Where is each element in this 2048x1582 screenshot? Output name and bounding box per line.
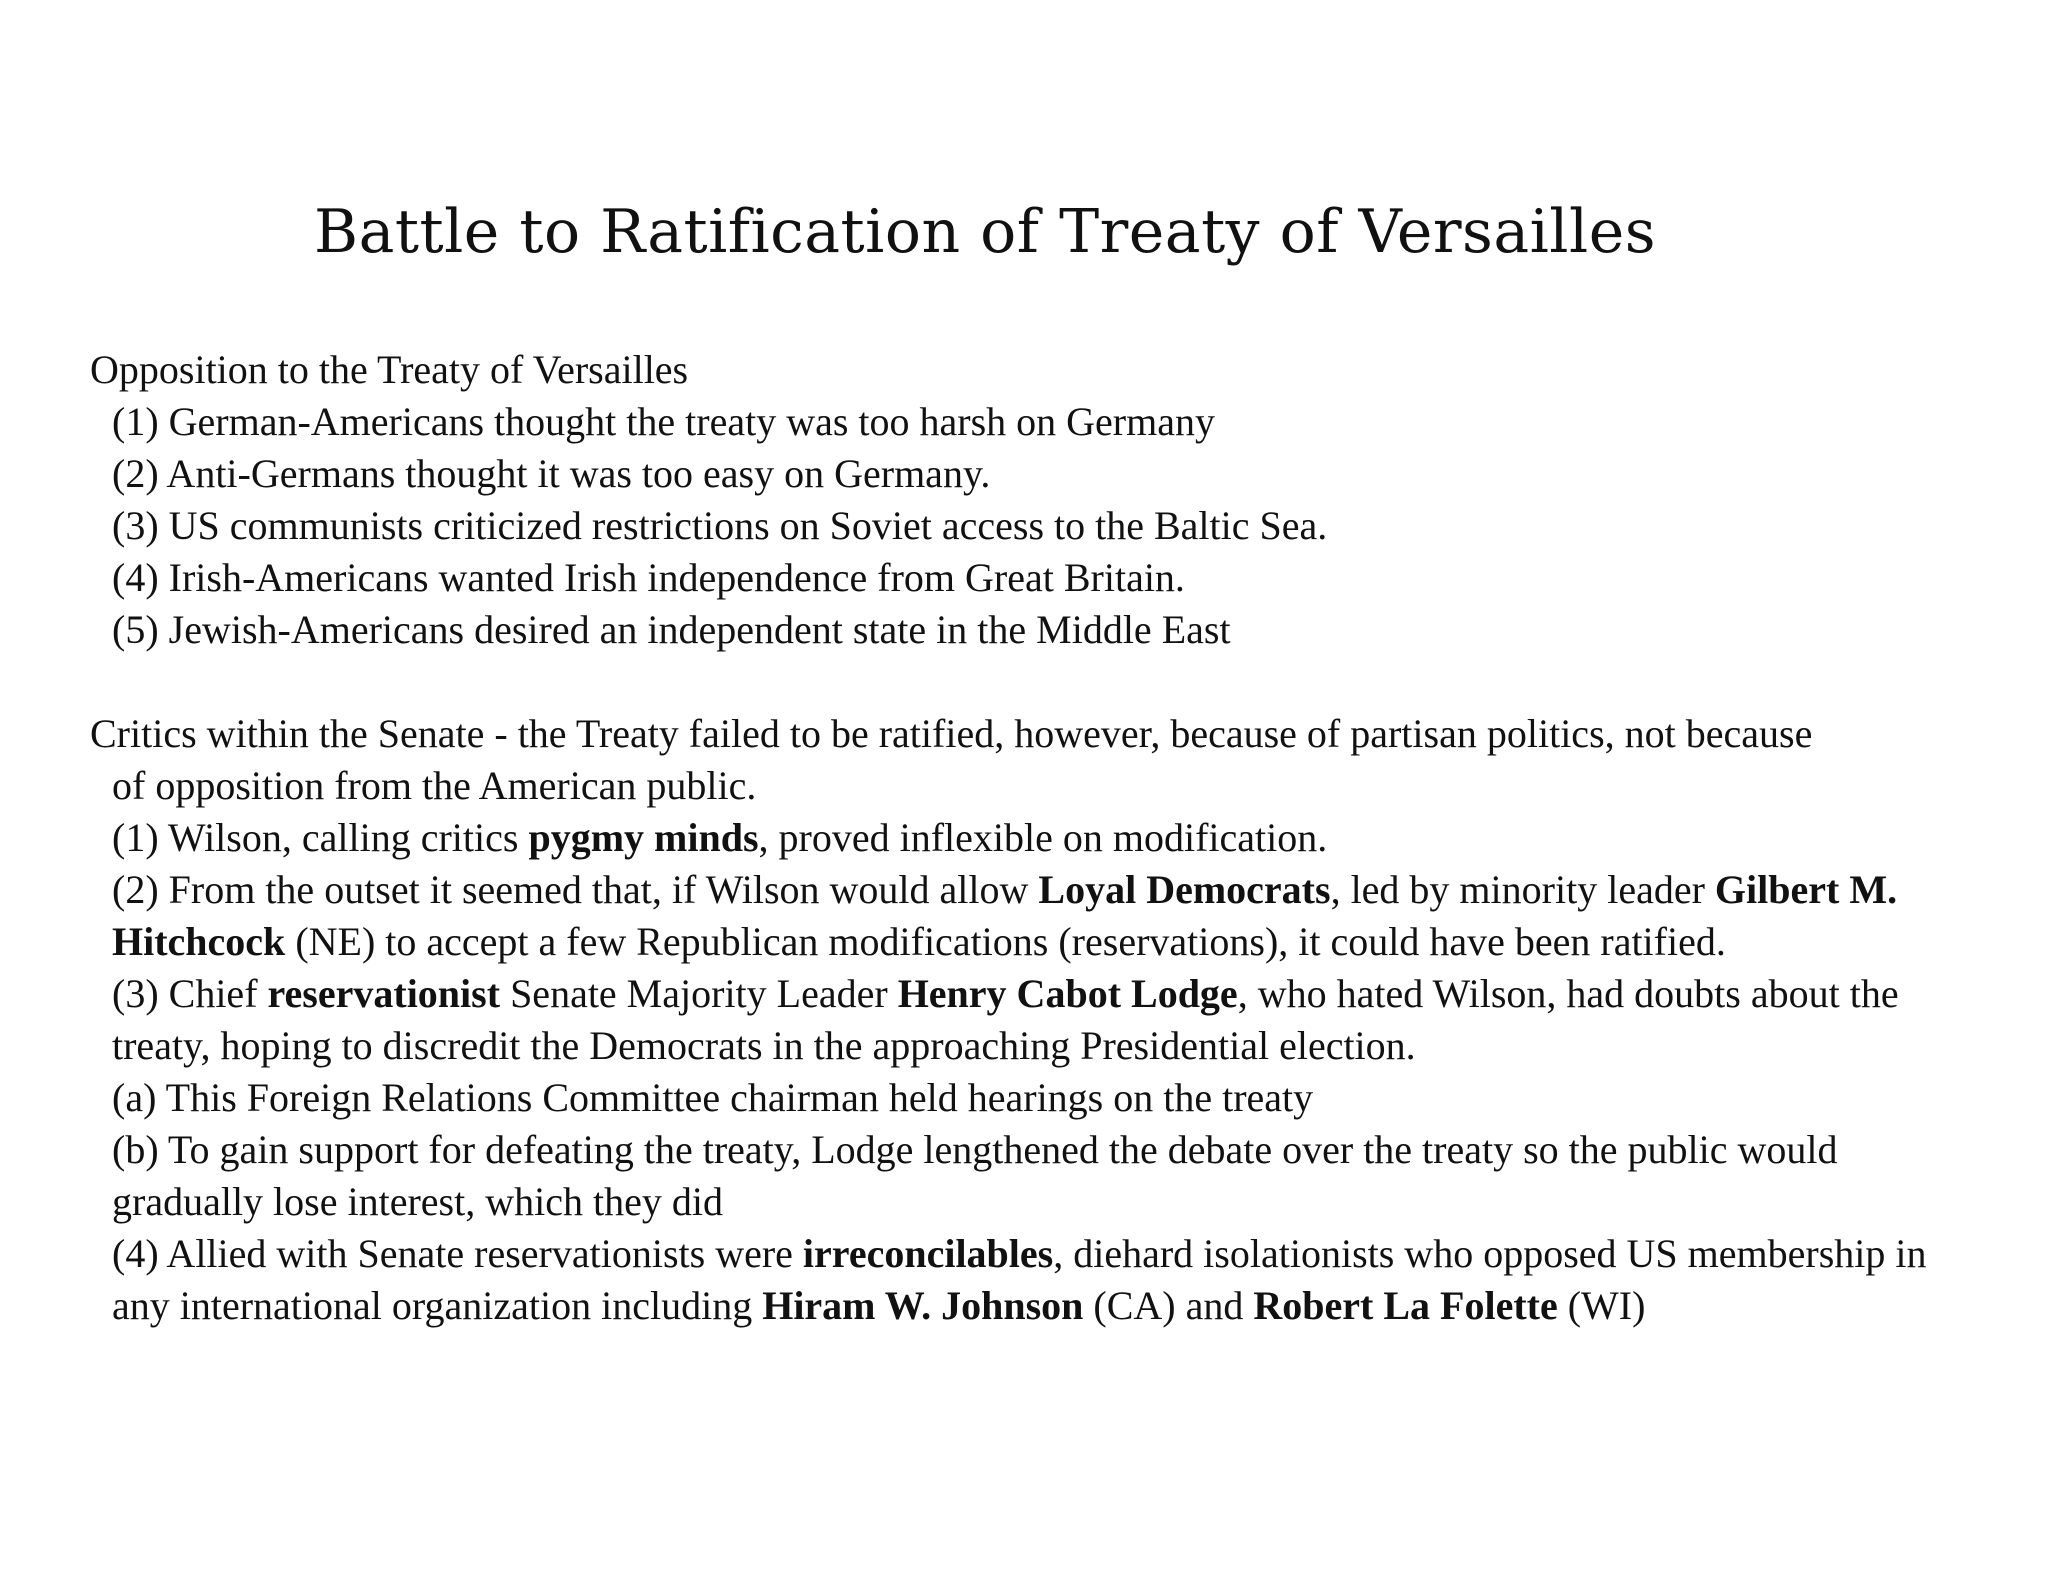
term-reservationist: reservationist xyxy=(267,971,501,1016)
term-robert-la-folette: Robert La Folette xyxy=(1253,1283,1558,1328)
senate-heading-continuation: of opposition from the American public. xyxy=(112,763,757,808)
opposition-item-2: (2) Anti-Germans thought it was too easy on Germany. xyxy=(112,451,991,496)
opposition-item-4: (4) Irish-Americans wanted Irish independence from Great Britain. xyxy=(112,555,1185,600)
critic-item-2 xyxy=(90,864,1992,968)
section-spacer xyxy=(90,656,2000,708)
critic-item-4 xyxy=(90,1228,1992,1332)
slide-body xyxy=(90,344,2000,1332)
critic-item-1 xyxy=(90,812,1992,864)
critic-item-1-text-end: , proved inflexible on modification. xyxy=(758,815,1328,860)
critic-item-3-text: (3) Chief xyxy=(112,971,268,1016)
critic-item-4-text-mid: , diehard isolationists who opposed US membership in any international organization including xyxy=(112,1231,1927,1328)
term-gilbert-hitchcock: Gilbert M. Hitchcock xyxy=(112,867,1898,964)
critic-item-1-text: (1) Wilson, calling critics xyxy=(112,815,529,860)
term-hiram-johnson: Hiram W. Johnson xyxy=(762,1283,1084,1328)
critic-item-3b: (b) To gain support for defeating the treaty, Lodge lengthened the debate over the treaty so the public would gradually lose interest, which they did xyxy=(112,1127,1838,1224)
critic-item-2-text: (2) From the outset it seemed that, if Wilson would allow xyxy=(112,867,1039,912)
critic-item-2-text-end: (NE) to accept a few Republican modifications (reservations), it could have been ratified. xyxy=(285,919,1726,964)
term-henry-cabot-lodge: Henry Cabot Lodge xyxy=(897,971,1238,1016)
section-heading-opposition: Opposition to the Treaty of Versailles xyxy=(90,347,689,392)
critic-item-4-text-end: (WI) xyxy=(1557,1283,1646,1328)
section-heading-senate-critics xyxy=(90,708,2000,760)
slide-title: Battle to Ratification of Treaty of Versailles xyxy=(313,197,1656,267)
term-pygmy-minds: pygmy minds xyxy=(528,815,759,860)
opposition-item-1: (1) German-Americans thought the treaty was too harsh on Germany xyxy=(112,399,1215,444)
senate-heading-line-1: Critics within the Senate - the Treaty failed to be ratified, however, because of partisan politics, not because xyxy=(90,711,1813,756)
opposition-item-5: (5) Jewish-Americans desired an independent state in the Middle East xyxy=(112,607,1231,652)
critic-item-4-text: (4) Allied with Senate reservationists were xyxy=(112,1231,803,1276)
critic-item-3a: (a) This Foreign Relations Committee chairman held hearings on the treaty xyxy=(112,1075,1314,1120)
term-irreconcilables: irreconcilables xyxy=(802,1231,1054,1276)
critic-item-3 xyxy=(90,968,1992,1072)
critic-item-4-text-mid2: (CA) and xyxy=(1083,1283,1254,1328)
critic-item-3-text-mid: Senate Majority Leader xyxy=(500,971,898,1016)
critic-item-3-text-end: , who hated Wilson, had doubts about the treaty, hoping to discredit the Democrats in the approaching Presidential election. xyxy=(112,971,1899,1068)
critic-item-2-text-mid: , led by minority leader xyxy=(1330,867,1715,912)
term-loyal-democrats: Loyal Democrats xyxy=(1038,867,1331,912)
opposition-item-3: (3) US communists criticized restrictions on Soviet access to the Baltic Sea. xyxy=(112,503,1328,548)
